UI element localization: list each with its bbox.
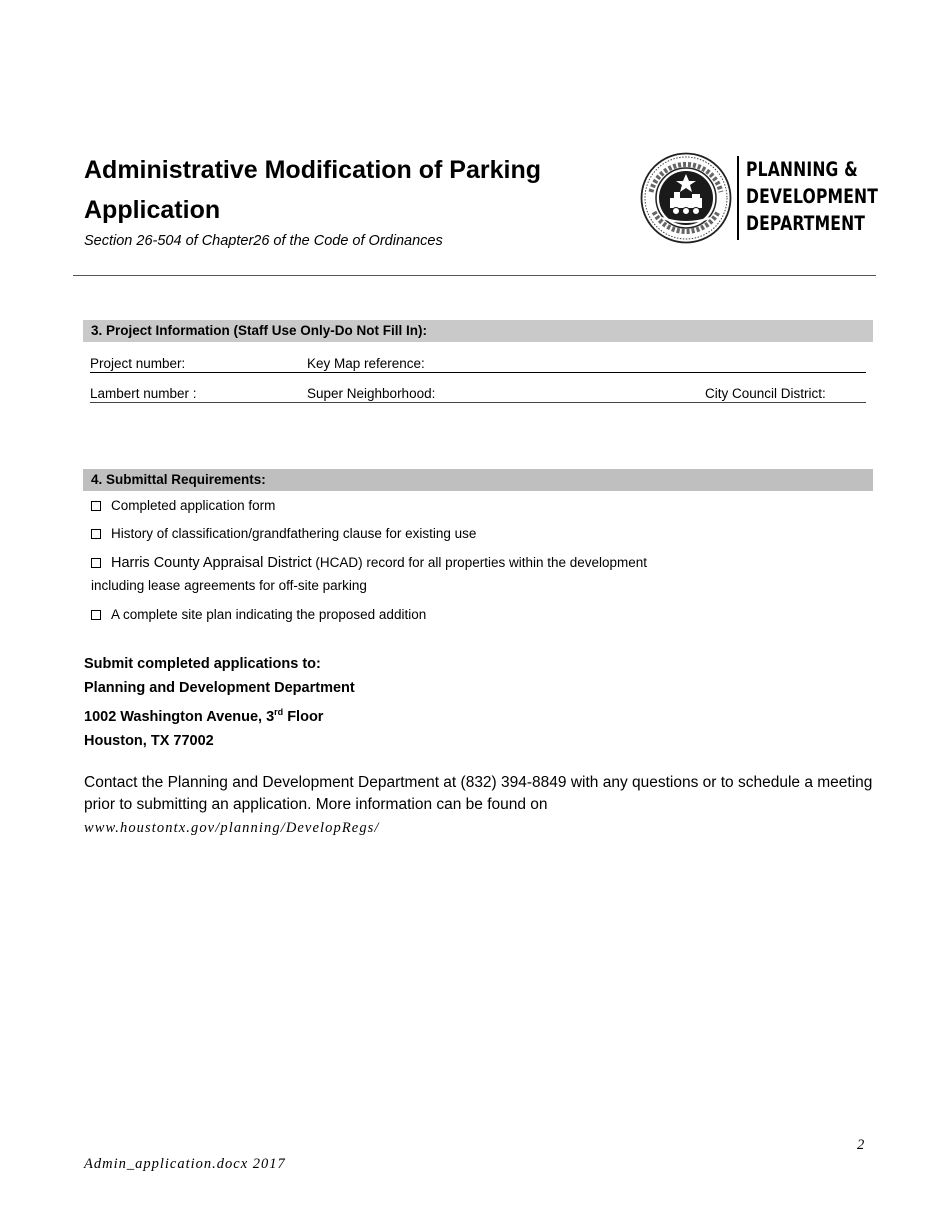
city-of-houston-seal-icon [640, 152, 732, 244]
info-link[interactable]: www.houstontx.gov/planning/DevelopRegs/ [84, 820, 380, 836]
checkbox-icon[interactable] [91, 529, 101, 539]
department-name [746, 156, 878, 237]
logo-line-1: PLANNING & [746, 158, 858, 181]
address-city: Houston, TX 77002 [84, 733, 214, 749]
super-neighborhood-label: Super Neighborhood: [307, 386, 436, 401]
requirement-label: History of classification/grandfathering clause for existing use [111, 526, 477, 541]
city-council-district-label: City Council District: [705, 386, 826, 401]
requirement-label: Completed application form [111, 498, 276, 513]
page-title: Administrative Modification of Parking Application [84, 156, 541, 224]
requirement-label: A complete site plan indicating the proposed addition [111, 607, 427, 622]
footer-filename: Admin_application.docx 2017 [84, 1156, 286, 1172]
project-number-label: Project number: [90, 356, 186, 371]
checkbox-icon[interactable] [91, 610, 101, 620]
logo-line-3: DEPARTMENT [746, 212, 866, 235]
checkbox-icon[interactable] [91, 501, 101, 511]
section-3-heading: 3. Project Information (Staff Use Only-Do Not Fill In): [83, 320, 873, 342]
section-4-heading: 4. Submittal Requirements: [83, 469, 873, 491]
requirement-label: Harris County Appraisal District [111, 555, 312, 571]
submission-address [84, 652, 355, 753]
project-info-row-1 [90, 352, 866, 373]
project-info-row-2 [90, 382, 866, 403]
header-divider [73, 275, 876, 276]
contact-paragraph: Contact the Planning and Development Department at (832) 394-8849 with any questions or to schedule a meeting prior to submitting an application. More information can be found on [84, 774, 873, 813]
address-street: 1002 Washington Avenue, 3rd Floor [84, 707, 324, 725]
address-intro: Submit completed applications to: [84, 656, 321, 672]
requirement-item[interactable] [91, 526, 476, 541]
department-logo [640, 150, 879, 245]
page-subtitle: Section 26-504 of Chapter26 of the Code of Ordinances [84, 233, 443, 249]
page-number: 2 [857, 1137, 865, 1153]
checkbox-icon[interactable] [91, 558, 101, 568]
logo-line-2: DEVELOPMENT [746, 185, 879, 208]
requirement-item[interactable] [91, 607, 426, 622]
lambert-number-label: Lambert number : [90, 386, 197, 401]
requirement-label-continued: (HCAD) record for all properties within the development [311, 555, 648, 570]
requirement-item[interactable] [91, 555, 647, 571]
key-map-reference-label: Key Map reference: [307, 356, 425, 371]
requirement-label-wrap: including lease agreements for off-site parking [91, 578, 367, 593]
logo-divider [737, 156, 739, 240]
requirement-item[interactable] [91, 498, 275, 513]
address-department: Planning and Development Department [84, 680, 355, 696]
